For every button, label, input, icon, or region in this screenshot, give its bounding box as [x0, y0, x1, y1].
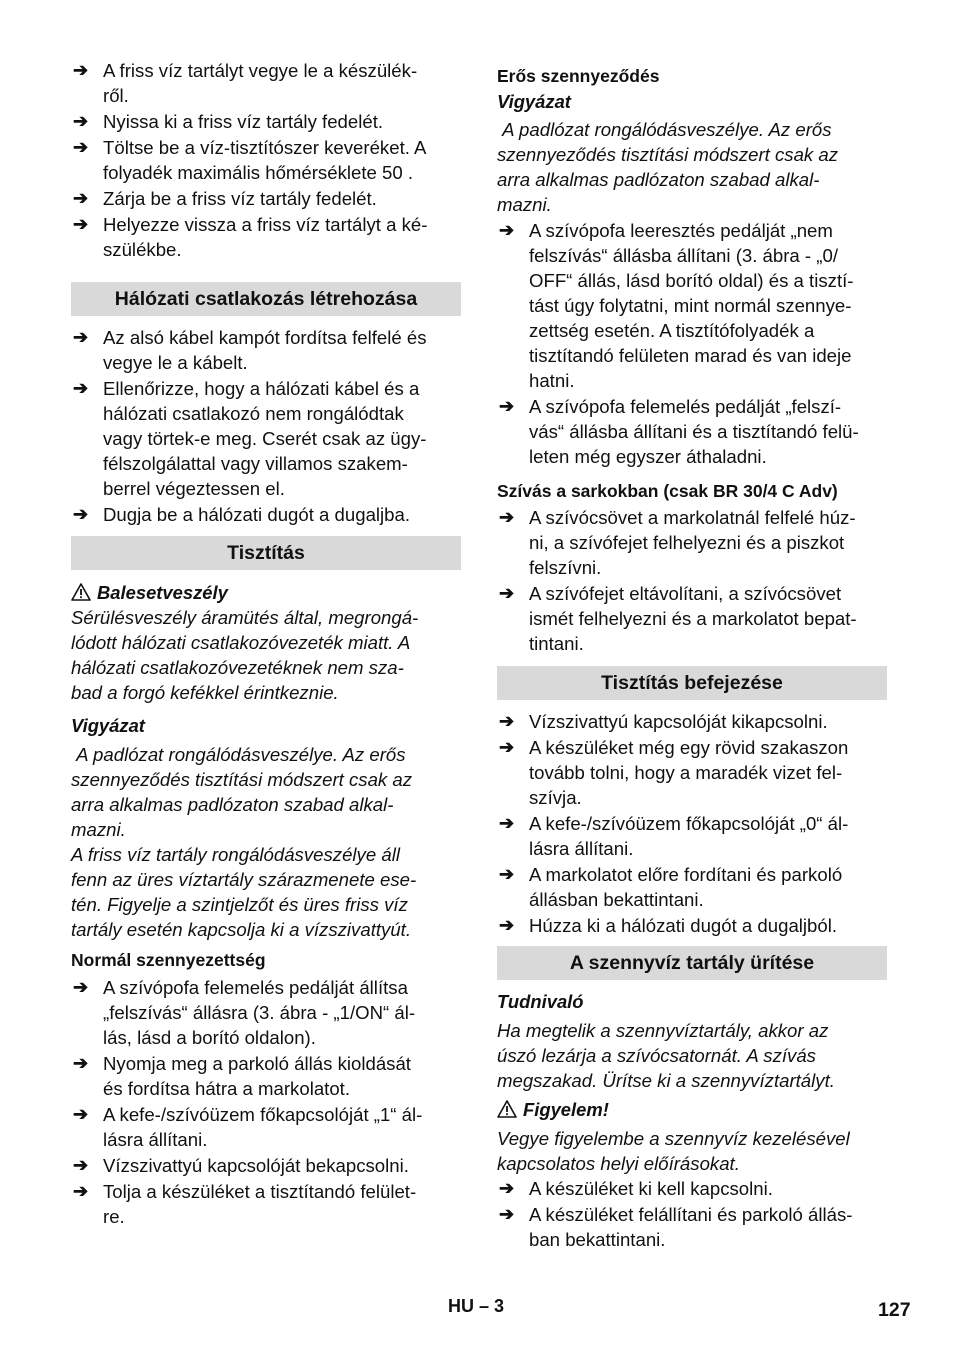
list-item-text: Húzza ki a hálózati dugót a dugaljból.	[529, 915, 838, 936]
arrow-right-icon: ➔	[499, 864, 515, 884]
arrow-right-icon: ➔	[499, 396, 515, 416]
list-item	[497, 1176, 887, 1201]
list-item-text: Dugja be a hálózati dugót a dugaljba.	[103, 504, 411, 525]
list-item-text: Helyezze vissza a friss víz tartályt a ké- szülékbe.	[103, 214, 428, 260]
arrow-right-icon: ➔	[499, 1204, 515, 1224]
arrow-right-icon: ➔	[499, 711, 515, 731]
arrow-right-icon: ➔	[73, 1155, 89, 1175]
empty-list	[497, 1176, 887, 1252]
list-item	[71, 109, 461, 134]
arrow-right-icon: ➔	[499, 220, 515, 240]
list-item	[71, 376, 461, 501]
arrow-right-icon: ➔	[73, 137, 89, 157]
arrow-right-icon: ➔	[73, 1053, 89, 1073]
arrow-right-icon: ➔	[73, 1104, 89, 1124]
mains-list	[71, 325, 461, 527]
intro-list	[71, 58, 461, 262]
left-column	[71, 58, 461, 1229]
arrow-right-icon: ➔	[73, 327, 89, 347]
arrow-right-icon: ➔	[73, 188, 89, 208]
arrow-right-icon: ➔	[499, 583, 515, 603]
heavy-list	[497, 218, 887, 469]
list-item	[71, 1051, 461, 1101]
arrow-right-icon: ➔	[499, 813, 515, 833]
corner-heading: Szívás a sarkokban (csak BR 30/4 C Adv)	[497, 481, 838, 501]
arrow-right-icon: ➔	[73, 111, 89, 131]
caution-text: A padlózat rongálódásveszélye. Az erős szennyeződés tisztítási módszert csak az arra alkalmas padlózaton szabad alkal- mazni. A friss víz tartály rongálódásveszélye áll fenn az üres víztartály szárazmenete ese- tén. Figyelje a szintjelzőt és üres friss víz tartály esetén kapcsolja ki a vízszivattyút.	[71, 744, 417, 940]
section-heading-cleaning: Tisztítás	[71, 536, 461, 570]
list-item	[497, 709, 887, 734]
list-item-text: Töltse be a víz-tisztítószer keveréket. A folyadék maximális hőmérséklete 50 .	[103, 137, 427, 183]
right-column	[497, 58, 887, 1252]
footer-page-number: 127	[878, 1299, 911, 1321]
section-heading-empty: A szennyvíz tartály ürítése	[497, 946, 887, 980]
list-item-text: Tolja a készüléket a tisztítandó felület- re.	[103, 1181, 417, 1227]
list-item	[497, 735, 887, 810]
arrow-right-icon: ➔	[73, 504, 89, 524]
list-item	[497, 505, 887, 580]
list-item	[71, 975, 461, 1050]
section-heading-finish: Tisztítás befejezése	[497, 666, 887, 700]
warning-triangle-icon	[71, 583, 91, 601]
list-item	[71, 1153, 461, 1178]
section-heading-mains: Hálózati csatlakozás létrehozása	[71, 282, 461, 316]
list-item-text: A szívócsövet a markolatnál felfelé húz- ni, a szívófejet felhelyezni és a piszkot felszívni.	[529, 507, 856, 578]
normal-list	[71, 975, 461, 1229]
warning-triangle-icon	[497, 1100, 517, 1118]
list-item-text: A készüléket felállítani és parkoló állás- ban bekattintani.	[529, 1204, 853, 1250]
note-label: Tudnivaló	[497, 991, 584, 1012]
arrow-right-icon: ➔	[73, 214, 89, 234]
list-item	[497, 581, 887, 656]
attention-text: Vegye figyelembe a szennyvíz kezelésével kapcsolatos helyi előírásokat.	[497, 1128, 850, 1174]
danger-label: Balesetveszély	[97, 582, 228, 603]
list-item-text: A szívópofa leeresztés pedálját „nem felszívás“ állásba állítani (3. ábra - „0/ OFF“ állás, lásd borító oldal) és a tisztí- tást úgy folytatni, mint normál szennye- zettség esetén. A tisztítófolyadék a tisztítandó felületen marad és van ideje hatni.	[529, 220, 854, 391]
attention-label: Figyelem!	[523, 1099, 609, 1120]
list-item	[71, 58, 461, 108]
attention-label-row	[497, 1097, 887, 1122]
corner-list	[497, 505, 887, 656]
list-item-text: Zárja be a friss víz tartály fedelét.	[103, 188, 377, 209]
list-item	[497, 394, 887, 469]
list-item-text: A friss víz tartályt vegye le a készülék- ről.	[103, 60, 418, 106]
list-item-text: Vízszivattyú kapcsolóját kikapcsolni.	[529, 711, 828, 732]
list-item-text: Vízszivattyú kapcsolóját bekapcsolni.	[103, 1155, 409, 1176]
finish-list	[497, 709, 887, 938]
right-caution-label: Vigyázat	[497, 91, 571, 112]
list-item-text: Ellenőrizze, hogy a hálózati kábel és a hálózati csatlakozó nem rongálódtak vagy törtek-e meg. Cserét csak az ügy- félszolgálattal vagy villamos szakem- berrel végeztessen el.	[103, 378, 427, 499]
list-item-text: A kefe-/szívóüzem főkapcsolóját „1“ ál- lásra állítani.	[103, 1104, 423, 1150]
list-item-text: A szívópofa felemelés pedálját „felszí- vás“ állásba állítani és a tisztítandó felü- leten még egyszer áthaladni.	[529, 396, 859, 467]
list-item-text: A készüléket még egy rövid szakaszon tovább tolni, hogy a maradék vizet fel- szívja.	[529, 737, 849, 808]
list-item	[71, 502, 461, 527]
arrow-right-icon: ➔	[73, 1181, 89, 1201]
list-item-text: Nyomja meg a parkoló állás kioldását és fordítsa hátra a markolatot.	[103, 1053, 411, 1099]
danger-text: Sérülésveszély áramütés által, megrongá- lódott hálózati csatlakozóvezeték miatt. A hálózati csatlakozóvezetéknek nem sza- bad a forgó kefékkel érintkeznie.	[71, 607, 419, 703]
list-item	[71, 1102, 461, 1152]
list-item-text: Nyissa ki a friss víz tartály fedelét.	[103, 111, 384, 132]
list-item	[497, 862, 887, 912]
list-item-text: Az alsó kábel kampót fordítsa felfelé és vegye le a kábelt.	[103, 327, 427, 373]
list-item	[71, 212, 461, 262]
arrow-right-icon: ➔	[499, 507, 515, 527]
arrow-right-icon: ➔	[73, 977, 89, 997]
list-item	[71, 135, 461, 185]
arrow-right-icon: ➔	[73, 60, 89, 80]
right-caution-text: A padlózat rongálódásveszélye. Az erős szennyeződés tisztítási módszert csak az arra alkalmas padlózaton szabad alkal- mazni.	[497, 119, 839, 215]
list-item-text: A szívópofa felemelés pedálját állítsa „felszívás“ állásra (3. ábra - „1/ON“ ál- lás, lásd a borító oldalon).	[103, 977, 416, 1048]
list-item	[71, 186, 461, 211]
list-item-text: A markolatot előre fordítani és parkoló állásban bekattintani.	[529, 864, 843, 910]
list-item	[497, 218, 887, 393]
list-item-text: A kefe-/szívóüzem főkapcsolóját „0“ ál- lásra állítani.	[529, 813, 849, 859]
list-item-text: A készüléket ki kell kapcsolni.	[529, 1178, 773, 1199]
note-text: Ha megtelik a szennyvíztartály, akkor az úszó lezárja a szívócsatornát. A szívás megszakad. Ürítse ki a szennyvíztartályt.	[497, 1020, 835, 1091]
danger-label-row	[71, 580, 461, 605]
heavy-heading: Erős szennyeződés	[497, 66, 660, 86]
arrow-right-icon: ➔	[499, 1178, 515, 1198]
footer-language-code: HU – 3	[448, 1296, 505, 1316]
list-item	[497, 913, 887, 938]
list-item-text: A szívófejet eltávolítani, a szívócsövet ismét felhelyezni és a markolatot bepat- tintani.	[529, 583, 857, 654]
list-item	[497, 811, 887, 861]
list-item	[497, 1202, 887, 1252]
normal-heading: Normál szennyezettség	[71, 950, 266, 970]
list-item	[71, 1179, 461, 1229]
arrow-right-icon: ➔	[499, 737, 515, 757]
caution-label: Vigyázat	[71, 715, 145, 736]
arrow-right-icon: ➔	[499, 915, 515, 935]
list-item	[71, 325, 461, 375]
arrow-right-icon: ➔	[73, 378, 89, 398]
